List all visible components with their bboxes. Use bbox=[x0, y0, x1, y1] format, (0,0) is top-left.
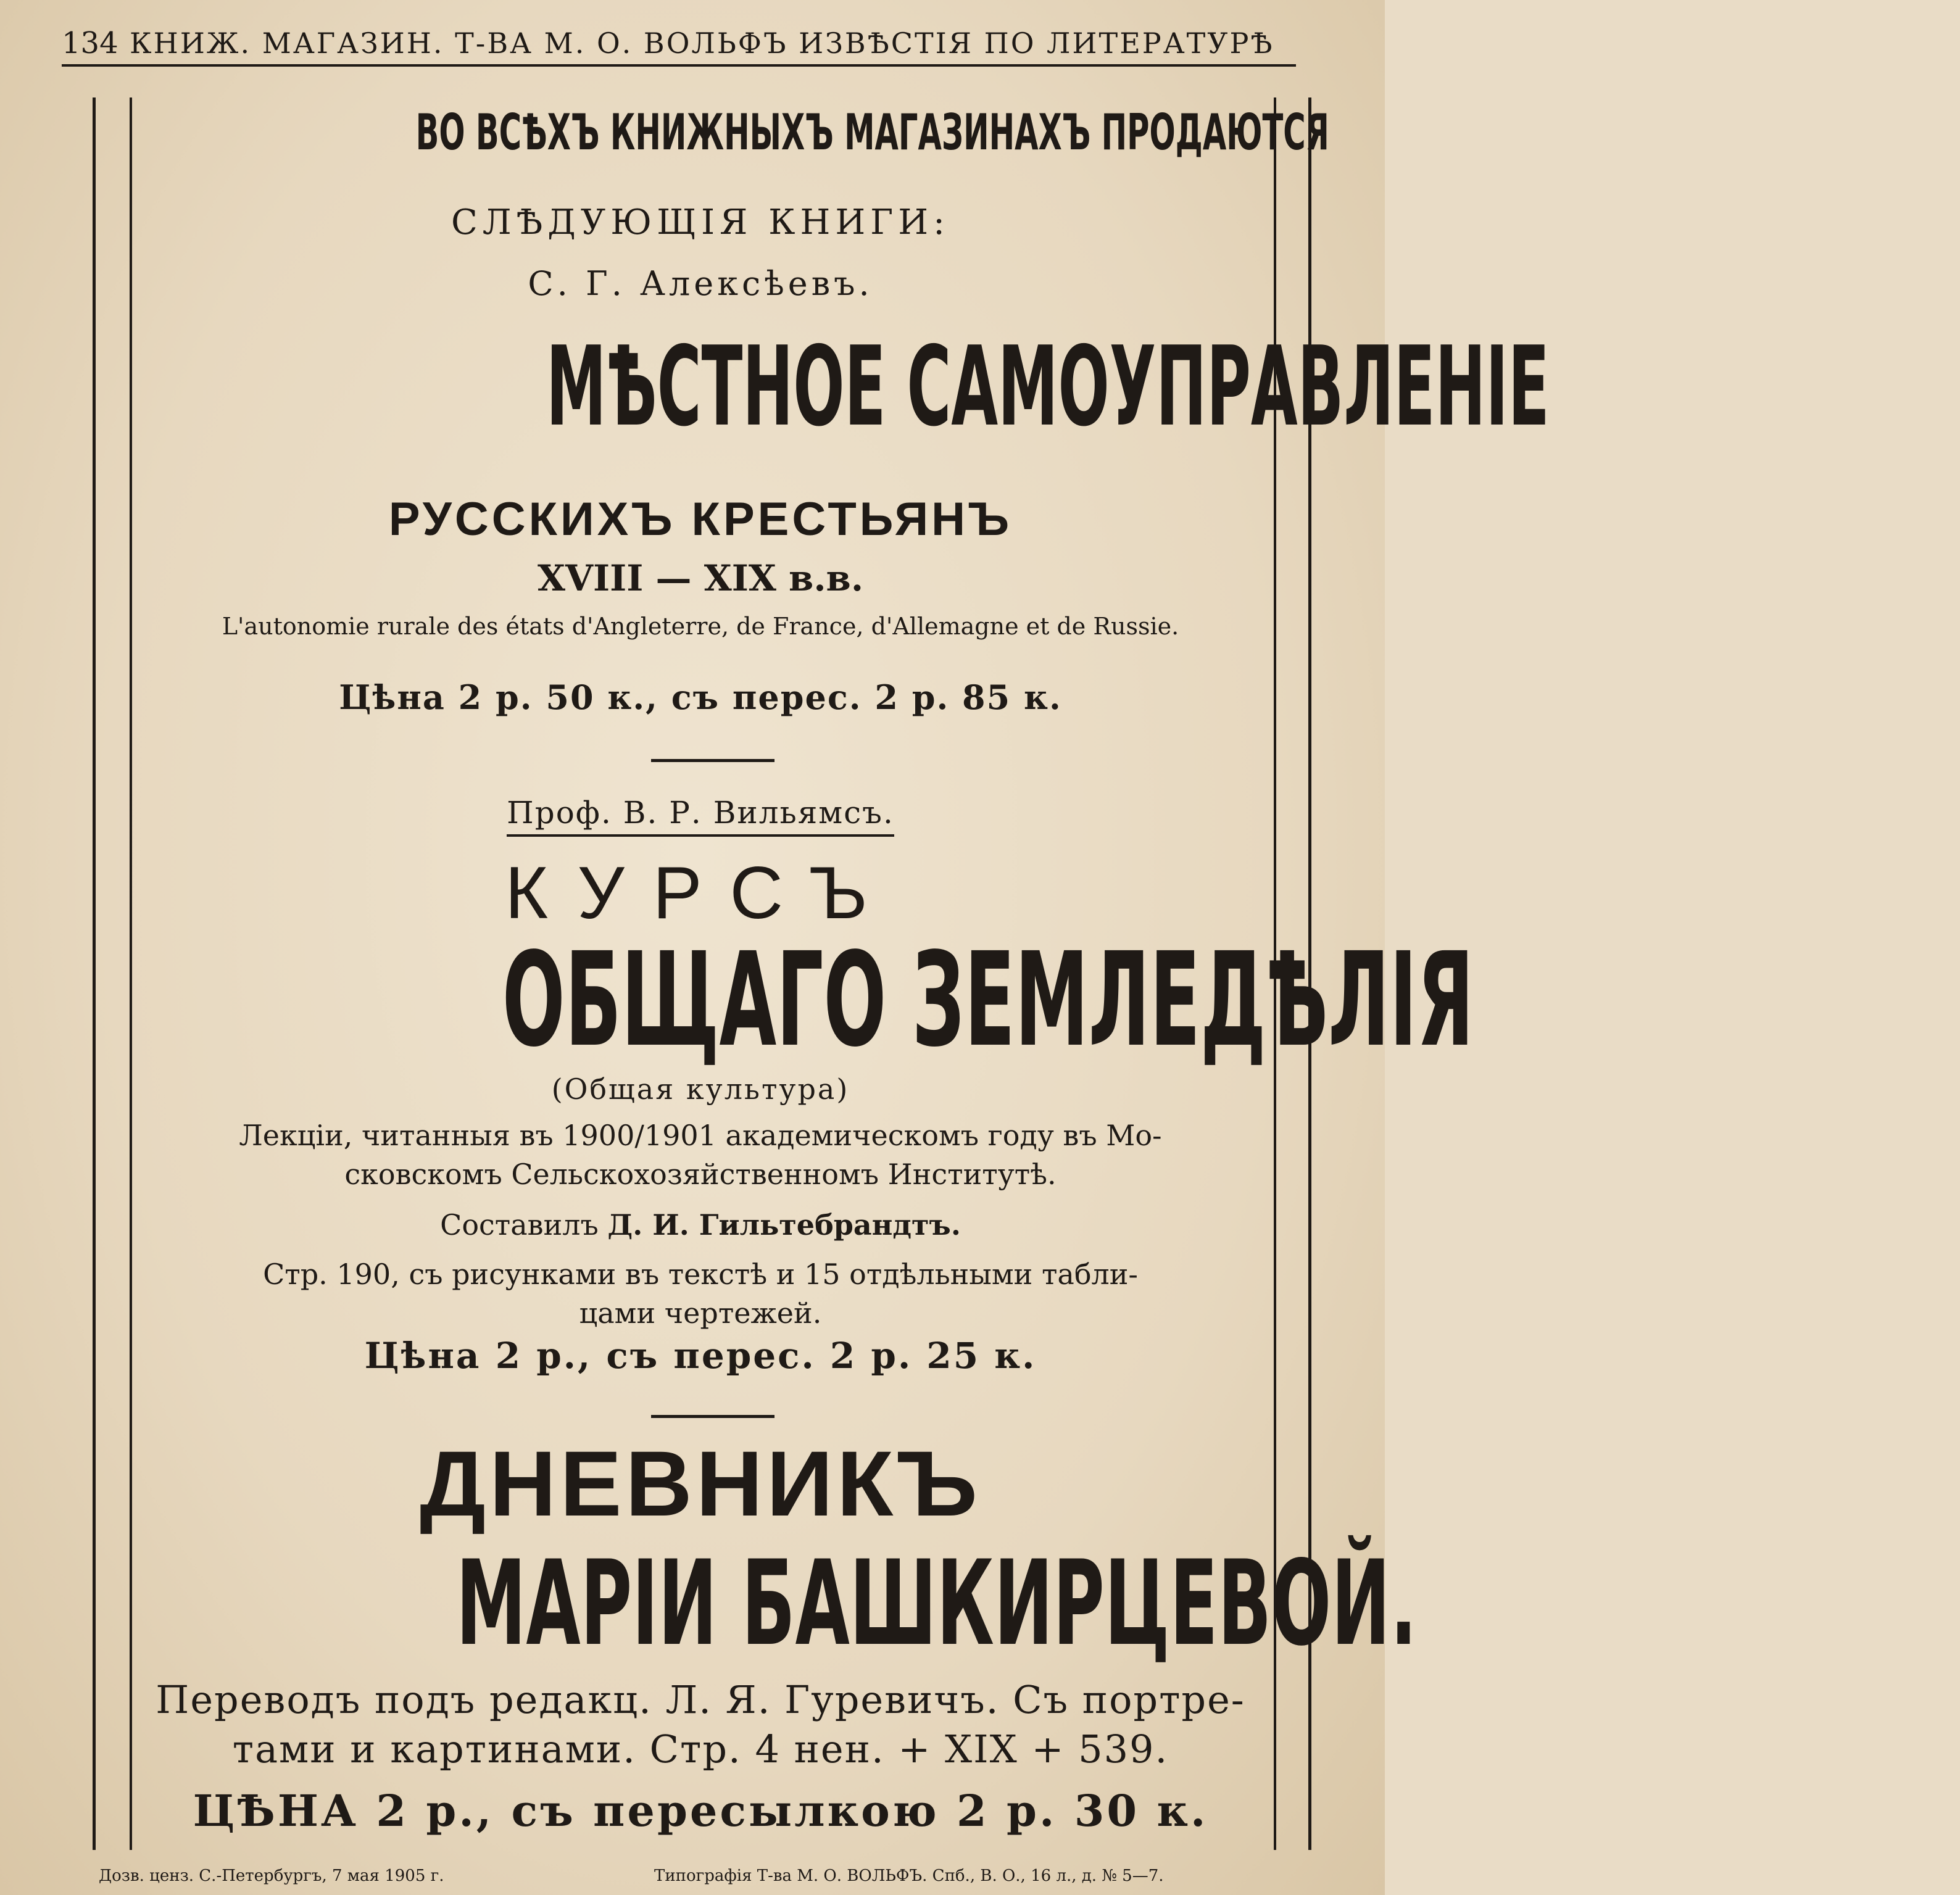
header-rule bbox=[62, 64, 1296, 67]
page-number: 134 bbox=[62, 26, 118, 60]
book1-price: Цѣна 2 р. 50 к., съ перес. 2 р. 85 к. bbox=[339, 678, 1062, 717]
book2-compiler-row bbox=[136, 1208, 1265, 1242]
footer-censor: Дозв. ценз. С.-Петербургъ, 7 мая 1905 г. bbox=[99, 1867, 444, 1885]
book3-title-line2: МАРІИ БАШКИРЦЕВОЙ. bbox=[455, 1535, 1417, 1672]
book3-title-line2-row bbox=[136, 1535, 1417, 1672]
section-divider bbox=[651, 759, 774, 762]
book2-compiler-label: Составилъ bbox=[440, 1208, 599, 1242]
book3-title-line1-row bbox=[136, 1430, 1265, 1537]
book1-author: С. Г. Алексѣевъ. bbox=[528, 264, 873, 303]
book2-pages-line1: Стр. 190, съ рисунками въ текстѣ и 15 отдѣльными табли- bbox=[263, 1258, 1138, 1291]
book2-compiler-name: Д. И. Гильтебрандтъ. bbox=[607, 1208, 961, 1242]
book1-title-sub: РУССКИХЪ КРЕСТЬЯНЪ bbox=[388, 493, 1013, 545]
book2-title-line2: ОБЩАГО ЗЕМЛЕДѢЛІЯ bbox=[502, 924, 1474, 1076]
running-head-title: КНИЖ. МАГАЗИН. Т-ВА М. О. ВОЛЬФЪ ИЗВѢСТІЯ ПО ЛИТЕРАТУРѢ bbox=[130, 27, 1274, 60]
book2-pages-line2: цами чертежей. bbox=[579, 1296, 822, 1330]
intro-heading-row bbox=[136, 104, 1329, 161]
book1-title-main: МѢСТНОЕ САМОУПРАВЛЕНІЕ bbox=[546, 323, 1550, 450]
book3-desc-line1: Переводъ подъ редакц. Л. Я. Гуревичъ. Съ портре- bbox=[156, 1677, 1245, 1722]
book2-desc-line1: Лекціи, читанныя въ 1900/1901 академическомъ году въ Мо- bbox=[239, 1119, 1162, 1152]
book2-title-line1: КУРСЪ bbox=[505, 852, 896, 934]
section-divider bbox=[651, 1415, 774, 1418]
book2-subtitle: (Общая культура) bbox=[551, 1072, 850, 1106]
book3-desc-line2: тами и картинами. Стр. 4 нен. + XIX + 539. bbox=[232, 1727, 1169, 1772]
intro-heading: ВО ВСѢХЪ КНИЖНЫХЪ МАГАЗИНАХЪ ПРОДАЮТСЯ bbox=[415, 104, 1329, 161]
book1-subtitle-row bbox=[136, 492, 1265, 546]
advertisement-panel bbox=[136, 97, 1550, 1850]
book1-french-title: L'autonomie rurale des états d'Angleterre, de France, d'Allemagne et de Russie. bbox=[222, 613, 1179, 640]
running-head bbox=[62, 19, 1308, 68]
book3-title-line1: ДНЕВНИКЪ bbox=[420, 1432, 981, 1535]
book2-price: Цѣна 2 р., съ перес. 2 р. 25 к. bbox=[364, 1335, 1037, 1377]
book1-title-row bbox=[136, 323, 1550, 450]
footer-printer: Типографія Т-ва М. О. ВОЛЬФЪ. Спб., В. О., 16 л., д. № 5—7. bbox=[654, 1867, 1164, 1885]
book2-title-line1-row bbox=[136, 850, 1265, 935]
book2-author: Проф. В. Р. Вильямсъ. bbox=[507, 795, 894, 837]
intro-subheading: СЛѢДУЮЩІЯ КНИГИ: bbox=[451, 202, 950, 243]
book2-title-line2-row bbox=[136, 924, 1474, 1076]
book3-price: ЦѢНА 2 р., съ пересылкою 2 р. 30 к. bbox=[193, 1785, 1208, 1836]
book2-author-row bbox=[136, 795, 1265, 831]
book1-period: XVIII — XIX в.в. bbox=[537, 557, 864, 599]
book2-desc-line2: сковскомъ Сельскохозяйственномъ Институтѣ. bbox=[344, 1158, 1057, 1191]
